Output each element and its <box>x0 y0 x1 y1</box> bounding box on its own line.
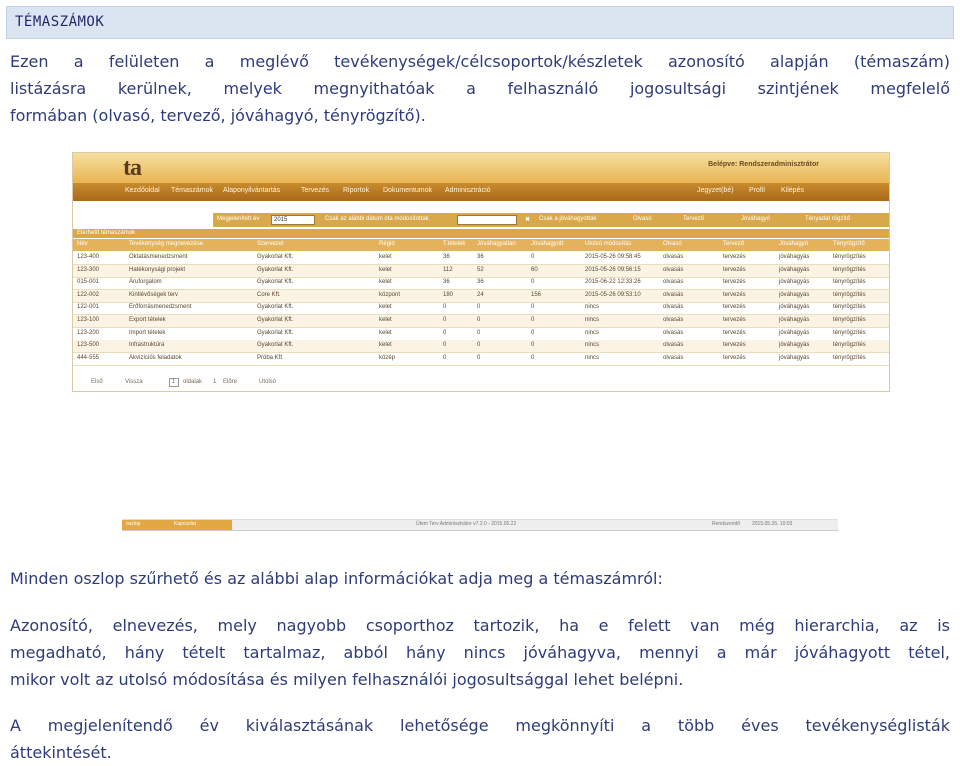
pager-next[interactable]: Előre <box>223 379 238 385</box>
check-approver[interactable]: Jóváhagyó <box>741 216 771 222</box>
table-cell: jóváhagyás <box>779 317 810 323</box>
table-row[interactable] <box>73 302 889 315</box>
year-select[interactable] <box>271 215 315 225</box>
paragraph-line: mikor volt az utolsó módosítása és milyen felhasználói jogosultsággal lehet belépni. <box>10 670 684 689</box>
table-cell: olvasás <box>663 342 684 349</box>
nav-item[interactable]: Jegyzet(bé) <box>697 187 734 194</box>
column-header[interactable]: Régió <box>379 241 395 247</box>
table-header <box>73 239 889 251</box>
table-cell: tervezés <box>723 304 746 311</box>
app-nav <box>73 183 889 201</box>
table-cell: 123-400 <box>77 254 100 260</box>
paragraph-line: A megjelenítendő év kiválasztásának lehetősége megkönnyíti a több éves tevékenységlisták <box>10 716 950 735</box>
table-cell: tényrögzítés <box>833 279 866 286</box>
table-cell: kelet <box>379 317 392 323</box>
pager-first[interactable]: Első <box>91 379 103 385</box>
table-cell: 112 <box>443 266 453 273</box>
table-cell: tényrögzítés <box>833 254 866 260</box>
table-cell: tényrögzítés <box>833 317 866 323</box>
table-cell: tervezés <box>723 317 746 323</box>
table-cell: jóváhagyás <box>779 266 810 273</box>
table-cell: 36 <box>477 254 484 260</box>
table-cell: 0 <box>443 329 447 336</box>
table-cell: nincs <box>585 342 600 349</box>
table-cell: 444-555 <box>77 354 100 361</box>
nav-item[interactable]: Kezdőoldal <box>125 187 160 194</box>
paragraph-line: Azonosító, elnevezés, mely nagyobb csoporthoz tartozik, ha e felett van még hierarchia, az is <box>10 616 950 635</box>
app-screenshot <box>72 152 890 392</box>
table-cell: tényrögzítés <box>833 342 866 349</box>
table-cell: olvasás <box>663 266 684 273</box>
footer-time-label: Rendszeridő <box>712 521 741 527</box>
table-cell: olvasás <box>663 317 684 323</box>
table-cell: 0 <box>443 342 447 349</box>
table-cell: közép <box>379 354 396 361</box>
table-cell: tervezés <box>723 291 746 298</box>
table-cell: 0 <box>531 317 535 323</box>
nav-item[interactable]: Témaszámok <box>171 187 214 194</box>
table-cell: nincs <box>585 354 600 361</box>
nav-item[interactable]: Tervezés <box>301 187 330 194</box>
table-cell: nincs <box>585 304 600 311</box>
pager-total: 1 <box>213 379 217 385</box>
footer-link[interactable]: oszlop <box>126 521 141 527</box>
table-cell: tervezés <box>723 342 746 349</box>
table-cell: tervezés <box>723 354 746 361</box>
year-paragraph <box>10 712 950 766</box>
table-cell: tervezés <box>723 266 746 273</box>
table-cell: 0 <box>531 279 535 286</box>
table-cell: Kintlévőségek terv <box>129 291 179 298</box>
table-cell: 0 <box>531 304 535 311</box>
check-recorder[interactable]: Tényadat rögzítő <box>805 216 851 222</box>
table-cell: 60 <box>531 266 538 273</box>
table-cell: 0 <box>443 354 447 361</box>
filter-bar <box>213 213 889 227</box>
table-cell: Export tételek <box>129 317 166 323</box>
column-header[interactable]: Szervezet <box>257 241 284 247</box>
table-cell: Erőforrásmenedzsment <box>129 304 192 311</box>
table-cell: 52 <box>477 266 484 273</box>
table-cell: Gyakorlat Kft. <box>257 254 294 260</box>
table-cell: 0 <box>531 354 535 361</box>
table-title: Elérhető témaszámok <box>77 230 136 236</box>
table-cell: 0 <box>477 317 481 323</box>
column-header[interactable]: Név <box>77 241 88 247</box>
table-cell: Hatékonysági projekt <box>129 266 186 273</box>
table-cell: kelet <box>379 304 392 311</box>
table-cell: 123-500 <box>77 342 100 349</box>
nav-item[interactable]: Adminisztráció <box>445 187 491 194</box>
table-cell: Gyakorlat Kft. <box>257 317 294 323</box>
table-cell: 0 <box>477 342 481 349</box>
table-cell: tervezés <box>723 279 746 286</box>
nav-item[interactable]: Riportok <box>343 187 370 194</box>
table-cell: olvasás <box>663 304 684 311</box>
clear-icon[interactable]: ✖ <box>525 217 531 223</box>
pager-last[interactable]: Utolsó <box>259 379 277 385</box>
table-cell: 156 <box>531 291 542 298</box>
table-cell: 0 <box>443 304 447 311</box>
user-info: Belépve: Rendszeradminisztrátor <box>708 161 819 168</box>
table-cell: 36 <box>443 279 450 286</box>
pager-of: oldalak <box>183 379 203 385</box>
table-cell: jóváhagyás <box>779 354 810 361</box>
table-cell: 2015-05-26 09:58:45 <box>585 254 641 260</box>
year-value: 2015 <box>274 217 288 223</box>
column-header[interactable]: Tervező <box>723 241 745 247</box>
paragraph-line: Minden oszlop szűrhető és az alábbi alap információkat adja meg a témaszámról: <box>10 569 663 588</box>
table-cell: 122-002 <box>77 291 100 298</box>
table-cell: Import tételek <box>129 329 166 336</box>
table-cell: 0 <box>531 342 535 349</box>
table-cell: jóváhagyás <box>779 279 810 286</box>
table-cell: tényrögzítés <box>833 329 866 336</box>
table-row[interactable] <box>73 265 889 278</box>
table-row[interactable] <box>73 328 889 341</box>
table-cell: 2015-05-26 09:53:10 <box>585 291 641 298</box>
footer-links <box>122 520 232 530</box>
table-cell: 123-100 <box>77 317 100 323</box>
table-cell: 0 <box>443 317 447 323</box>
year-label: Megjelenített év <box>217 216 260 222</box>
section-header <box>6 6 954 39</box>
nav-item[interactable]: Kilépés <box>781 187 804 194</box>
table-cell: Infrastruktúra <box>129 342 165 349</box>
table-cell: olvasás <box>663 354 684 361</box>
columns-paragraph <box>10 612 950 693</box>
section-title: TÉMASZÁMOK <box>15 14 105 30</box>
table-cell: jóváhagyás <box>779 304 810 311</box>
table-cell: tervezés <box>723 254 746 260</box>
nav-item[interactable]: Alaponyilvántartás <box>223 187 281 194</box>
table-cell: olvasás <box>663 279 684 286</box>
table-cell: kelet <box>379 329 392 336</box>
table-cell: 0 <box>477 354 481 361</box>
table-cell: 0 <box>531 254 535 260</box>
table-cell: Gyakorlat Kft. <box>257 342 294 349</box>
column-header[interactable]: Utolsó módosítás <box>585 241 632 247</box>
table-cell: jóváhagyás <box>779 342 810 349</box>
table-cell: nincs <box>585 317 600 323</box>
table-cell: Gyakorlat Kft. <box>257 266 294 273</box>
table-cell: Oktatásmenedzsment <box>129 254 188 260</box>
table-row[interactable] <box>73 315 889 328</box>
table-cell: olvasás <box>663 254 684 260</box>
table-title-bar <box>73 229 889 238</box>
table-cell: 123-300 <box>77 266 100 273</box>
column-header[interactable]: T.tételek <box>443 241 466 247</box>
table-cell: 180 <box>443 291 454 298</box>
table-cell: kelet <box>379 266 392 273</box>
table-cell: tényrögzítés <box>833 291 866 298</box>
app-footer <box>122 519 838 531</box>
table-row[interactable] <box>73 252 889 265</box>
table-cell: 2015-06-22 12:33:26 <box>585 279 641 286</box>
table-cell: kelet <box>379 342 392 349</box>
table-cell: 123-200 <box>77 329 100 336</box>
table-cell: Próba Kft. <box>257 354 284 361</box>
table-cell: 36 <box>443 254 450 260</box>
paragraph-line: áttekintését. <box>10 743 112 762</box>
intro-line: formában (olvasó, tervező, jóváhagyó, tényrögzítő). <box>10 106 426 125</box>
table-cell: jóváhagyás <box>779 329 810 336</box>
date-filter-input[interactable] <box>457 215 517 225</box>
column-header[interactable]: Jóváhagyatlan <box>477 241 516 247</box>
table-cell: 2015-05-26 09:56:15 <box>585 266 641 273</box>
table-row[interactable] <box>73 353 889 366</box>
nav-item[interactable]: Dokumentumok <box>383 187 433 194</box>
page-value: 1 <box>172 379 176 385</box>
check-reader[interactable]: Olvasó <box>633 216 652 222</box>
table-cell: Gyakorlat Kft. <box>257 329 294 336</box>
column-header[interactable]: Jóváhagyó <box>779 241 809 247</box>
column-header[interactable]: Tényrögzítő <box>833 241 865 247</box>
table-row[interactable] <box>73 340 889 353</box>
table-cell: kelet <box>379 279 392 286</box>
column-header[interactable]: Jóváhagyott <box>531 241 564 247</box>
app-header <box>73 153 889 183</box>
nav-item[interactable]: Profil <box>749 187 765 194</box>
check-approved[interactable]: Csak a jóváhagyottak <box>539 216 597 222</box>
column-header[interactable]: Tevékenység megnevezése <box>129 241 204 247</box>
table-cell: 0 <box>477 329 481 336</box>
table-cell: Gyakorlat Kft. <box>257 304 294 311</box>
table-cell: 36 <box>477 279 484 286</box>
page-input[interactable] <box>169 378 179 387</box>
table-cell: tervezés <box>723 329 746 336</box>
date-filter-label: Csak az alábbi dátum óta módosítottak <box>325 216 429 222</box>
footer-version: Ütem Terv Adminisztrátor v7.2.0 - 2015.05.22 <box>416 521 517 527</box>
table-row[interactable] <box>73 277 889 290</box>
pager-prev[interactable]: Vissza <box>125 379 143 385</box>
table-cell: tényrögzítés <box>833 266 866 273</box>
table-cell: központ <box>379 291 401 298</box>
table-cell: kelet <box>379 254 392 260</box>
paragraph-line: megadható, hány tételt tartalmaz, abból hány nincs jóváhagyva, mennyi a már jóváhagyott tétel, <box>10 643 950 662</box>
table-cell: 015-001 <box>77 279 100 286</box>
table-cell: Akvizíciós feladatok <box>129 354 182 361</box>
intro-line: listázásra kerülnek, melyek megnyithatóak a felhasználó jogosultsági szintjének megfelelő <box>10 79 950 98</box>
filter-paragraph <box>10 565 950 592</box>
table-cell: Gyakorlat Kft. <box>257 279 294 286</box>
intro-line: Ezen a felületen a meglévő tevékenységek/célcsoportok/készletek azonosító alapján (témaszám) <box>10 52 950 71</box>
footer-link[interactable]: Kapcsolat <box>174 521 196 527</box>
intro-paragraph <box>10 48 950 129</box>
app-logo: ta <box>123 155 141 181</box>
table-cell: Áruforgalom <box>129 279 162 286</box>
footer-time: 2015.05.26. 10:03 <box>752 521 793 527</box>
table-cell: jóváhagyás <box>779 254 810 260</box>
table-cell: 0 <box>477 304 481 311</box>
table-row[interactable] <box>73 290 889 303</box>
table-cell: 122-001 <box>77 304 100 311</box>
table-cell: tényrögzítés <box>833 354 866 361</box>
table-cell: nincs <box>585 329 600 336</box>
table-cell: 24 <box>477 291 484 298</box>
check-planner[interactable]: Tervező <box>683 216 705 222</box>
table-cell: olvasás <box>663 291 684 298</box>
table-cell: 0 <box>531 329 535 336</box>
table-cell: Core Kft. <box>257 291 281 298</box>
table-cell: jóváhagyás <box>779 291 810 298</box>
column-header[interactable]: Olvasó <box>663 241 682 247</box>
table-cell: olvasás <box>663 329 684 336</box>
table-cell: tényrögzítés <box>833 304 866 311</box>
